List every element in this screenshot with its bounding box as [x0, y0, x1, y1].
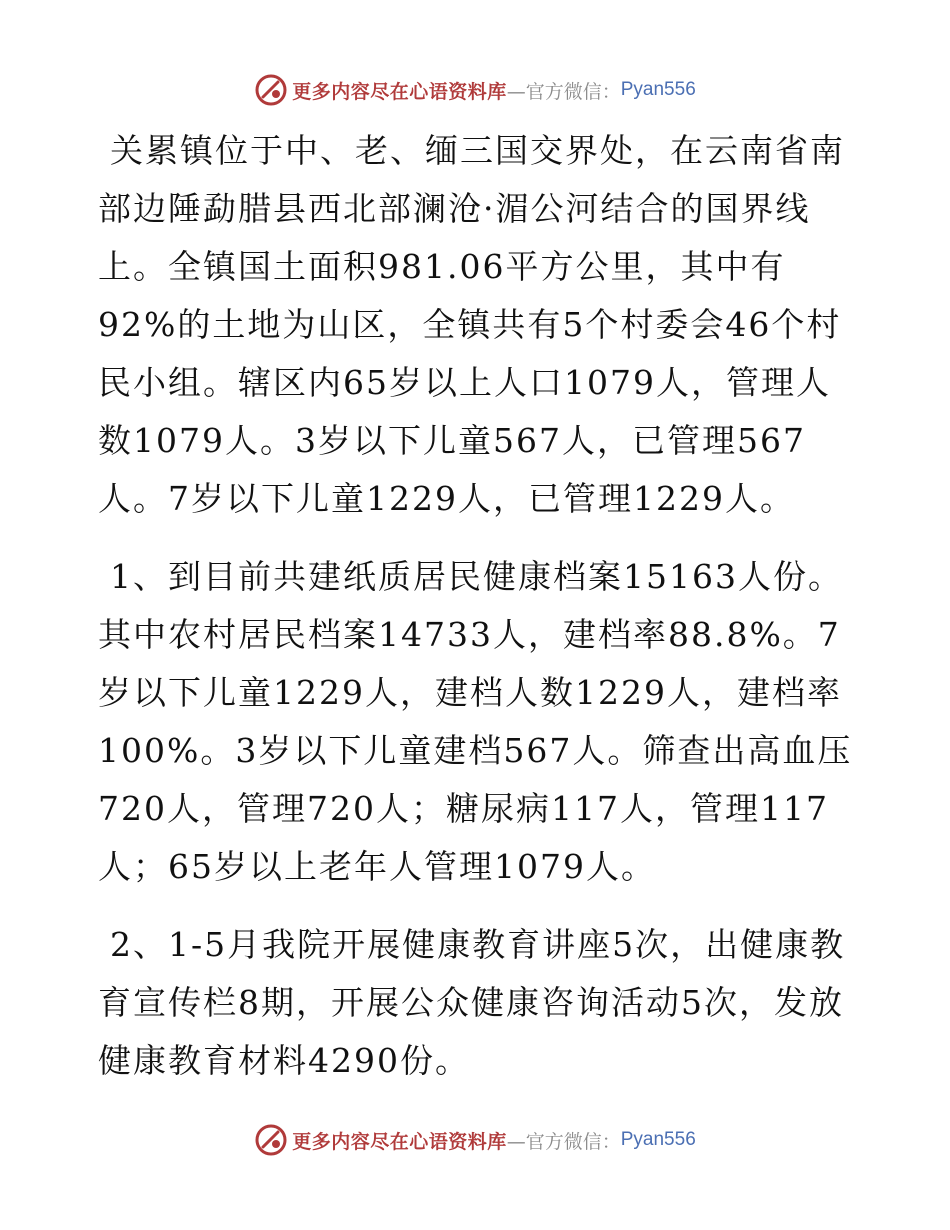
header-watermark [0, 70, 950, 110]
watermark-main-text: 更多内容尽在心语资料库 [292, 1130, 507, 1153]
watermark-main-text: 更多内容尽在心语资料库 [292, 80, 507, 103]
document-body [98, 122, 858, 1110]
paragraph-health-education: 2、1-5月我院开展健康教育讲座5次，出健康教育宣传栏8期，开展公众健康咨询活动5次，发放健康教育材料4290份。 [98, 925, 846, 1080]
watermark-separator-text: —官方微信： [506, 1130, 621, 1153]
watermark-wechat-id: Pyan556 [620, 1129, 696, 1150]
watermark-wechat-id: Pyan556 [620, 79, 696, 100]
footer-watermark [0, 1120, 950, 1160]
paragraph-health-records: 1、到目前共建纸质居民健康档案15163人份。其中农村居民档案14733人，建档率88.8%。7岁以下儿童1229人，建档人数1229人，建档率100%。3岁以下儿童建档567人。筛查出高血压720人，管理720人；糖尿病117人，管理117人；65岁以上老年人管理1079人。 [98, 557, 853, 886]
paragraph-overview: 关累镇位于中、老、缅三国交界处，在云南省南部边陲勐腊县西北部澜沧·湄公河结合的国界线上。全镇国土面积981.06平方公里，其中有92%的土地为山区，全镇共有5个村委会46个村民小组。辖区内65岁以上人口1079人，管理人数1079人。3岁以下儿童567人，已管理567人。7岁以下儿童1229人，已管理1229人。 [98, 131, 845, 518]
watermark-separator-text: —官方微信： [506, 80, 621, 103]
watermark-logo-icon [254, 1123, 288, 1157]
watermark-logo-icon [254, 73, 288, 107]
